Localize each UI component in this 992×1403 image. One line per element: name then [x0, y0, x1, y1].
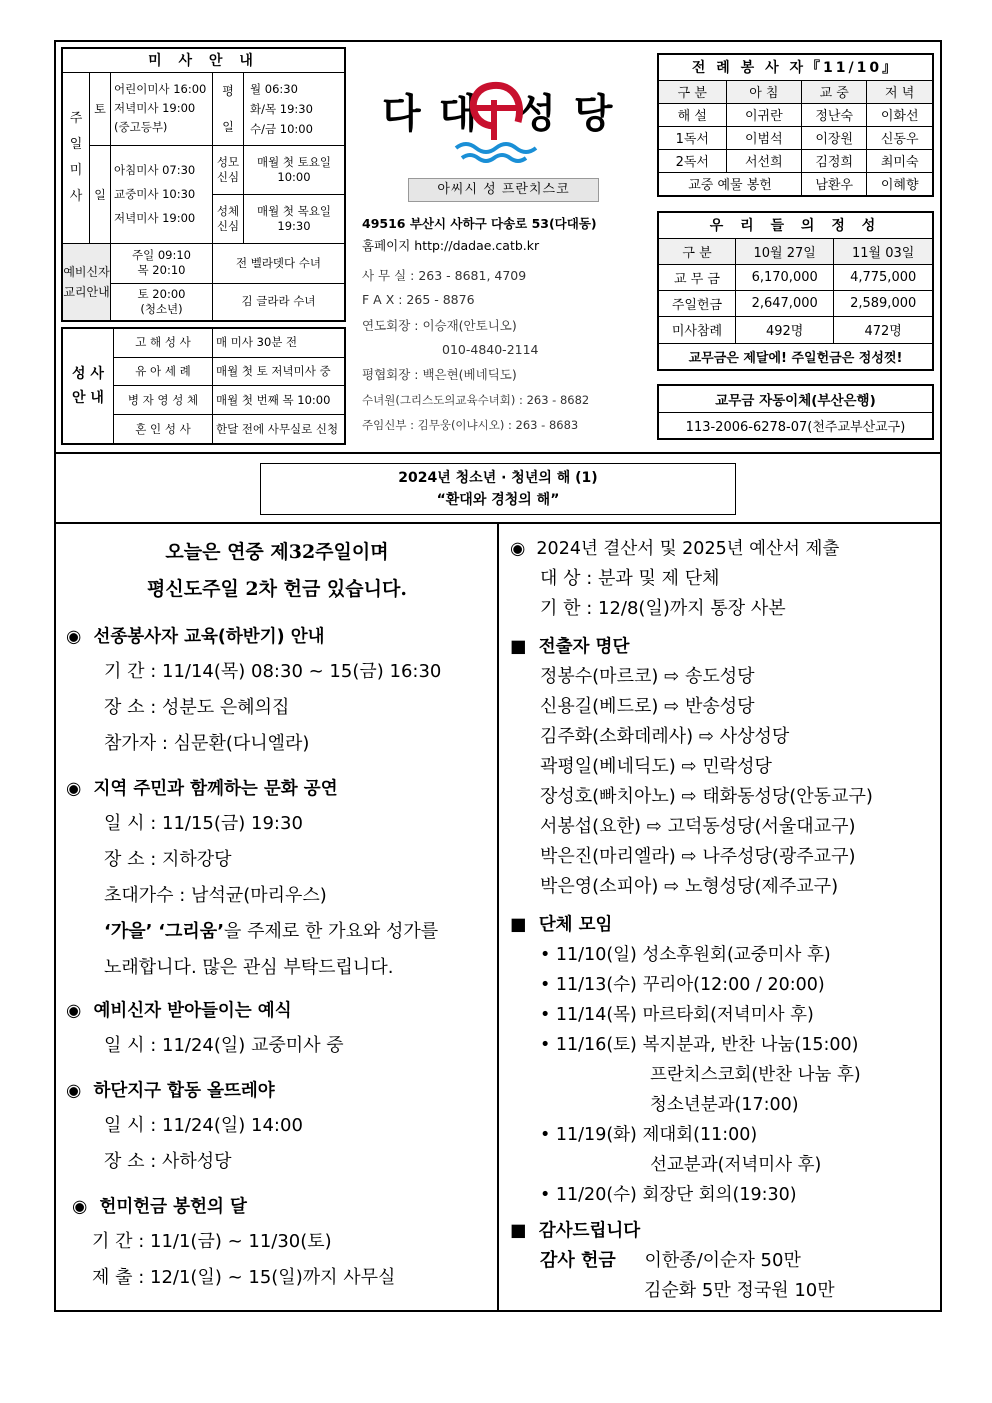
convent-phone: 수녀원(그리스도의교육수녀회) : 263 - 8682 — [362, 393, 590, 407]
sacrament-name: 병 자 영 성 체 — [114, 386, 213, 415]
notice-line: 장 소 : 성분도 은혜의집 — [104, 697, 290, 718]
offering-label: 교중 예물 봉헌 — [658, 172, 802, 196]
divider — [54, 452, 942, 454]
section-title: 전출자 명단 — [538, 637, 630, 657]
transfer-item: 박은영(소피아) ⇨ 노형성당(제주교구) — [540, 876, 839, 897]
weekday-masses: 월 06:30 화/목 19:30 수/금 10:00 — [250, 81, 313, 136]
square-bullet-icon: ■ — [510, 1221, 527, 1241]
transfer-item: 장성호(빠치아노) ⇨ 태화동성당(안동교구) — [540, 786, 873, 807]
notice-line: ‘가을’ ‘그리움’을 주제로 한 가요와 성가를 — [104, 921, 439, 942]
square-bullet-icon: ■ — [510, 637, 527, 657]
marian-devotion-time: 매월 첫 토요일 10:00 — [244, 146, 345, 195]
bullet-icon: ◉ — [72, 1197, 88, 1217]
finance-header: 11월 03일 — [834, 238, 933, 264]
sacrament-name: 혼 인 성 사 — [114, 415, 213, 444]
notice-line: 기 한 : 12/8(일)까지 통장 사본 — [540, 598, 786, 619]
sacrament-name: 고 해 성 사 — [114, 328, 213, 357]
servers-header: 구 분 — [658, 80, 726, 103]
saturday-masses: 어린이미사 16:00 저녁미사 19:00 (중고등부) — [111, 72, 213, 145]
finance-cell: 492명 — [736, 317, 834, 343]
transfer-item: 서봉섭(요한) ⇨ 고덕동성당(서울대교구) — [540, 816, 856, 837]
servers-header: 교 중 — [802, 80, 867, 103]
bullet-icon: ◉ — [66, 627, 82, 647]
district-chair-phone: 010-4840-2114 — [442, 342, 539, 357]
meeting-item: • 11/19(화) 제대회(11:00) — [540, 1125, 758, 1145]
servers-header: 아 침 — [726, 80, 802, 103]
eucharist-devotion-label: 성체 신심 — [213, 194, 244, 243]
finance-cell: 2,647,000 — [736, 291, 834, 317]
notice-line: 초대가수 : 남석균(마리우스) — [104, 885, 327, 906]
homepage-link[interactable]: 홈페이지 http://dadae.catb.kr — [362, 238, 540, 253]
servers-cell: 이장원 — [802, 126, 867, 149]
weekday-label: 평 일 — [213, 73, 244, 145]
sacrament-desc: 매 미사 30분 전 — [213, 328, 346, 357]
arrow-icon: ⇨ — [681, 756, 697, 777]
notice-line: 일 시 : 11/24(일) 14:00 — [104, 1115, 303, 1136]
liturgy-servers-table — [657, 53, 934, 197]
thanks-line: 이한종/이순자 50만 — [644, 1250, 801, 1271]
section-title: 감사드립니다 — [538, 1221, 641, 1241]
bullet-icon: ◉ — [66, 1001, 82, 1021]
arrow-icon: ⇨ — [681, 786, 697, 807]
bank-title: 교무금 자동이체(부산은행) — [658, 385, 933, 413]
bullet-icon: ◉ — [66, 779, 82, 799]
thanks-line: 김순화 5만 정국원 10만 — [644, 1280, 835, 1301]
arrow-icon: ⇨ — [698, 726, 714, 747]
notice-line: 일 시 : 11/24(일) 교중미사 중 — [104, 1035, 344, 1056]
office-phone: 사 무 실 : 263 - 8681, 4709 — [362, 268, 527, 283]
saturday-label: 토 — [90, 72, 111, 145]
sacrament-label: 성 사 안 내 — [62, 328, 114, 444]
servers-cell: 정난숙 — [802, 103, 867, 126]
meeting-item: • 11/16(토) 복지분과, 반찬 나눔(15:00) — [540, 1035, 859, 1055]
sunday-masses: 아침미사 07:30 교중미사 10:30 저녁미사 19:00 — [111, 145, 213, 243]
church-address: 49516 부산시 사하구 다송로 53(다대동) — [362, 216, 597, 231]
servers-cell: 남환우 — [802, 172, 867, 196]
finance-cell: 미사참례 — [658, 317, 736, 343]
catechumen-time-2: 토 20:00 (청소년) — [111, 283, 213, 321]
notice-line: 노래합니다. 많은 관심 부탁드립니다. — [104, 957, 394, 978]
headline: 오늘은 연중 제32주일이며 — [165, 541, 389, 563]
section-title: 지역 주민과 함께하는 문화 공연 — [93, 779, 338, 799]
finance-cell: 주일헌금 — [658, 291, 736, 317]
notice-line: 대 상 : 분과 및 제 단체 — [540, 568, 720, 589]
patron-banner: 아씨시 성 프란치스코 — [408, 178, 599, 202]
section-title: 2024년 결산서 및 2025년 예산서 제출 — [536, 539, 840, 559]
meeting-item: 청소년분과(17:00) — [650, 1095, 799, 1115]
church-logo-icon — [450, 78, 540, 170]
finance-cell: 472명 — [834, 317, 933, 343]
devotion-cell — [213, 145, 346, 243]
sacrament-name: 유 아 세 례 — [114, 357, 213, 386]
servers-cell: 이범석 — [726, 126, 802, 149]
section-title: 하단지구 합동 올뜨레야 — [93, 1081, 275, 1101]
finance-note: 교무금은 제달에! 주일헌금은 정성껏! — [658, 343, 933, 370]
arrow-icon: ⇨ — [664, 876, 680, 897]
bullet-icon: ◉ — [510, 539, 526, 559]
headline: 평신도주일 2차 헌금 있습니다. — [147, 578, 407, 600]
transfer-item: 정봉수(마르코) ⇨ 송도성당 — [540, 666, 755, 687]
servers-cell: 해 설 — [658, 103, 726, 126]
servers-cell: 이혜향 — [867, 172, 933, 196]
district-chair: 연도회장 : 이승재(안토니오) — [362, 318, 517, 333]
arrow-icon: ⇨ — [664, 666, 680, 687]
left-column — [62, 534, 492, 608]
mass-table-title: 미 사 안 내 — [62, 48, 345, 72]
council-president: 평협회장 : 백은현(베네딕도) — [362, 367, 517, 382]
meeting-item: • 11/14(목) 마르타회(저녁미사 후) — [540, 1005, 814, 1025]
meeting-item: 선교분과(저녁미사 후) — [650, 1155, 822, 1175]
notice-line: 기 간 : 11/14(목) 08:30 ~ 15(금) 16:30 — [104, 661, 442, 682]
thanks-block — [510, 1246, 938, 1306]
notice-line: 기 간 : 11/1(금) ~ 11/30(토) — [92, 1231, 332, 1252]
sunday-mass-label: 주 일 미 사 — [62, 72, 90, 243]
section-title: 예비신자 받아들이는 예식 — [93, 1001, 292, 1021]
servers-title: 전 례 봉 사 자『11/10』 — [658, 54, 933, 80]
bullet-icon: ◉ — [66, 1081, 82, 1101]
catechumen-teacher-2: 김 글라라 수녀 — [213, 283, 346, 321]
church-name: 다 대 성 당 — [382, 91, 615, 137]
theme-box — [260, 463, 736, 515]
bank-account: 113-2006-6278-07(천주교부산교구) — [658, 413, 933, 439]
finance-cell: 4,775,000 — [834, 264, 933, 290]
catechumen-label: 예비신자 교리안내 — [62, 243, 111, 321]
pastor-info: 주임신부 : 김무웅(이냐시오) : 263 - 8683 — [362, 418, 579, 432]
finance-header: 구 분 — [658, 238, 736, 264]
arrow-icon: ⇨ — [681, 846, 697, 867]
transfer-item: 신용길(베드로) ⇨ 반송성당 — [540, 696, 755, 717]
section-title: 단체 모임 — [538, 915, 613, 935]
notice-line: 장 소 : 사하성당 — [104, 1151, 232, 1172]
finance-table — [657, 211, 934, 371]
meeting-item: • 11/13(수) 꾸리아(12:00 / 20:00) — [540, 975, 825, 995]
meeting-item: • 11/20(수) 회장단 회의(19:30) — [540, 1185, 797, 1205]
arrow-icon: ⇨ — [664, 696, 680, 717]
sacrament-desc: 한달 전에 사무실로 신청 — [213, 415, 346, 444]
servers-cell: 이귀란 — [726, 103, 802, 126]
finance-title: 우 리 들 의 정 성 — [658, 212, 933, 238]
notice-line: 제 출 : 12/1(일) ~ 15(일)까지 사무실 — [92, 1267, 396, 1288]
square-bullet-icon: ■ — [510, 915, 527, 935]
transfer-item: 박은진(마리엘라) ⇨ 나주성당(광주교구) — [540, 846, 856, 867]
servers-cell: 1독서 — [658, 126, 726, 149]
theme-title: 2024년 청소년 · 청년의 해 (1) — [398, 470, 598, 486]
thanks-label: 감사 헌금 — [540, 1250, 616, 1271]
meeting-item: • 11/10(일) 성소후원회(교중미사 후) — [540, 945, 831, 965]
arrow-icon: ⇨ — [646, 816, 662, 837]
bank-transfer-box — [657, 384, 934, 440]
transfer-item: 김주화(소화데레사) ⇨ 사상성당 — [540, 726, 790, 747]
servers-header: 저 녁 — [867, 80, 933, 103]
marian-devotion-label: 성모 신심 — [213, 146, 244, 195]
servers-cell: 최미숙 — [867, 149, 933, 172]
meeting-list — [510, 940, 938, 1210]
notice-line: 일 시 : 11/15(금) 19:30 — [104, 813, 303, 834]
transfer-list — [510, 662, 938, 902]
finance-cell: 6,170,000 — [736, 264, 834, 290]
left-notices — [66, 620, 491, 1296]
servers-cell: 2독서 — [658, 149, 726, 172]
finance-cell: 2,589,000 — [834, 291, 933, 317]
fax-number: F A X : 265 - 8876 — [362, 292, 475, 307]
column-divider — [497, 523, 499, 1311]
eucharist-devotion-time: 매월 첫 목요일 19:30 — [257, 203, 331, 233]
weekday-cell — [213, 72, 346, 145]
servers-cell: 이화선 — [867, 103, 933, 126]
right-notices — [510, 534, 938, 1306]
sacrament-table — [61, 327, 346, 445]
catechumen-teacher-1: 전 벨라뎃다 수녀 — [213, 243, 346, 283]
notice-line: 장 소 : 지하강당 — [104, 849, 232, 870]
section-title: 헌미헌금 봉헌의 달 — [99, 1197, 247, 1217]
catechumen-time-1: 주일 09:10 목 20:10 — [111, 243, 213, 283]
sacrament-desc: 매월 첫 토 저녁미사 중 — [213, 357, 346, 386]
sunday-label: 일 — [90, 145, 111, 243]
notice-line: 참가자 : 심문환(다니엘라) — [104, 733, 310, 754]
mass-schedule-table — [61, 47, 346, 322]
transfer-item: 곽평일(베네딕도) ⇨ 민락성당 — [540, 756, 772, 777]
servers-cell: 김정희 — [802, 149, 867, 172]
servers-cell: 신동우 — [867, 126, 933, 149]
meeting-item: 프란치스코회(반찬 나눔 후) — [650, 1065, 861, 1085]
section-title: 선종봉사자 교육(하반기) 안내 — [93, 627, 325, 647]
servers-cell: 서선희 — [726, 149, 802, 172]
finance-cell: 교 무 금 — [658, 264, 736, 290]
theme-subtitle: “환대와 경청의 해” — [436, 492, 560, 508]
sacrament-desc: 매월 첫 번째 목 10:00 — [213, 386, 346, 415]
finance-header: 10월 27일 — [736, 238, 834, 264]
